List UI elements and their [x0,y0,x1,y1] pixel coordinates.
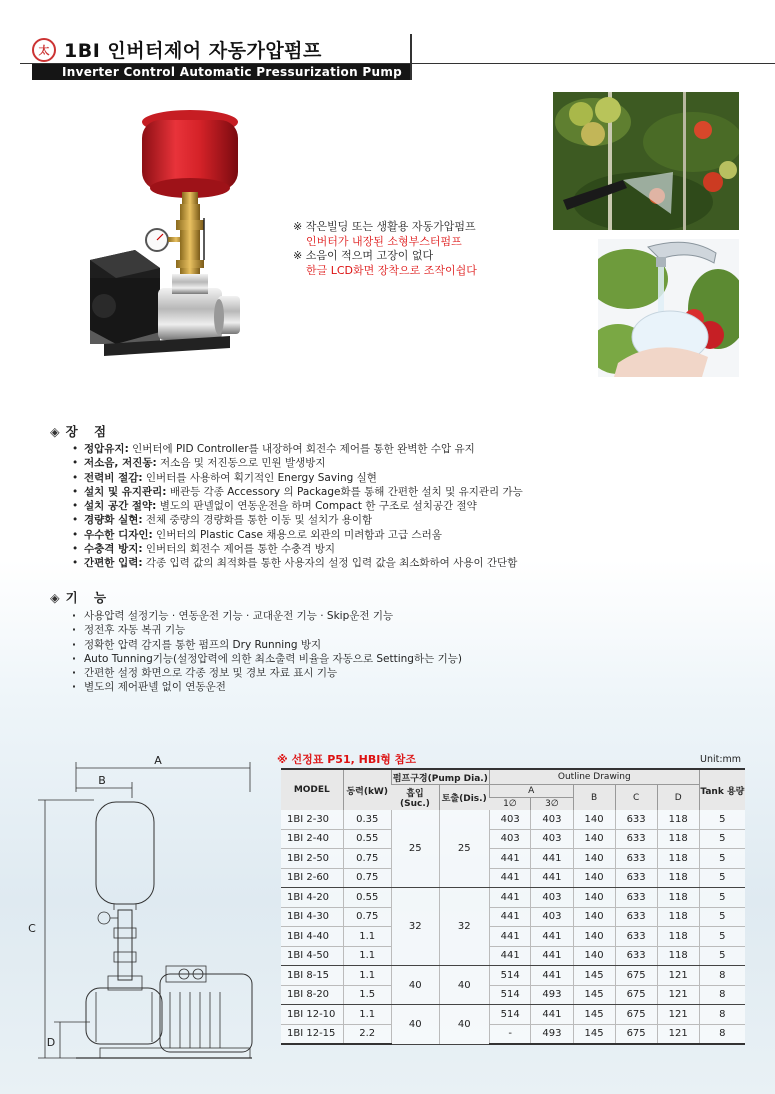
cell-tank: 5 [699,829,745,849]
col-power: 동력(kW) [343,769,391,810]
cell-a1: - [489,1024,531,1044]
cell-d: 118 [657,829,699,849]
cell-c: 633 [615,810,657,829]
cell-b: 140 [573,868,615,888]
table-unit: Unit:mm [700,754,742,765]
dimension-label-d: D [46,1036,56,1049]
cell-a1: 403 [489,829,531,849]
cell-tank: 8 [699,1005,745,1025]
cell-power: 1.1 [343,946,391,966]
cell-model: 1BI 4-20 [281,888,343,908]
cell-model: 1BI 8-20 [281,985,343,1005]
table-row [281,829,745,849]
list-item: · 정전후 자동 복귀 기능 [72,623,462,637]
cell-c: 633 [615,888,657,908]
list-item: • 정압유지: 인버터에 PID Controller를 내장하여 회전수 제어를 통한 완벽한 수압 유지 [72,442,523,456]
cell-power: 0.55 [343,829,391,849]
cell-model: 1BI 2-40 [281,829,343,849]
cell-d: 118 [657,888,699,908]
list-item: • 우수한 디자인: 인버터의 Plastic Case 채용으로 외관의 미려함과 고급 스러움 [72,528,523,542]
diamond-bullet-icon: ◈ [50,590,60,605]
cell-b: 140 [573,829,615,849]
cell-power: 0.75 [343,849,391,869]
cell-d: 121 [657,1005,699,1025]
col-outline: Outline Drawing [489,769,699,785]
cell-b: 145 [573,966,615,986]
col-a3: 3∅ [531,798,573,811]
col-a1: 1∅ [489,798,531,811]
table-title: ※ 선정표 P51, HBI형 참조 [277,753,416,766]
cell-power: 2.2 [343,1024,391,1044]
cell-tank: 5 [699,888,745,908]
cell-a3: 441 [531,868,573,888]
cell-discharge: 40 [439,1005,489,1045]
table-row [281,907,745,927]
cell-d: 121 [657,985,699,1005]
cell-c: 675 [615,1024,657,1044]
cell-tank: 8 [699,966,745,986]
cell-a3: 441 [531,849,573,869]
cell-power: 0.75 [343,907,391,927]
cell-tank: 8 [699,1024,745,1044]
cell-discharge: 25 [439,810,489,888]
cell-a1: 514 [489,985,531,1005]
table-row [281,1024,745,1044]
cell-b: 145 [573,985,615,1005]
note-line-highlight: 한글 LCD화면 장착으로 조작이쉽다 [306,263,477,277]
cell-d: 118 [657,810,699,829]
cell-model: 1BI 12-15 [281,1024,343,1044]
cell-d: 118 [657,907,699,927]
table-row [281,927,745,947]
note-line-highlight: 인버터가 내장된 소형부스터펌프 [306,234,462,248]
page-title: 1BI 인버터제어 자동가압펌프 [64,40,322,62]
cell-a1: 403 [489,810,531,829]
cell-a3: 403 [531,810,573,829]
cell-tank: 5 [699,849,745,869]
table-row [281,966,745,986]
cell-d: 121 [657,966,699,986]
cell-a3: 441 [531,927,573,947]
cell-c: 633 [615,849,657,869]
cell-a1: 441 [489,849,531,869]
cell-c: 675 [615,1005,657,1025]
list-item: • 간편한 입력: 각종 입력 값의 최적화를 통한 사용자의 설정 입력 값을 최소화하여 사용이 간단함 [72,556,523,570]
list-item: • 저소음, 저진동: 저소음 및 저진동으로 민원 발생방지 [72,456,523,470]
cell-b: 140 [573,810,615,829]
table-row [281,946,745,966]
cell-a3: 493 [531,985,573,1005]
cell-a3: 403 [531,829,573,849]
svg-text:太: 太 [38,44,50,57]
cell-c: 633 [615,907,657,927]
cell-b: 140 [573,946,615,966]
cell-c: 633 [615,868,657,888]
cell-power: 1.1 [343,927,391,947]
cell-suction: 25 [391,810,439,888]
col-b: B [573,785,615,811]
spec-table [281,768,745,1045]
list-item: • 수충격 방지: 인버터의 회전수 제어를 통한 수충격 방지 [72,542,523,556]
functions-list [72,609,462,695]
cell-model: 1BI 2-50 [281,849,343,869]
dimension-drawing [20,752,265,1072]
col-c: C [615,785,657,811]
cell-c: 675 [615,966,657,986]
cell-c: 675 [615,985,657,1005]
page-subtitle: Inverter Control Automatic Pressurization Pump [62,65,403,79]
cell-model: 1BI 4-40 [281,927,343,947]
cell-d: 118 [657,927,699,947]
cell-b: 140 [573,888,615,908]
list-item: · 별도의 제어판넬 없이 연동운전 [72,680,462,694]
col-model: MODEL [281,769,343,810]
cell-a3: 403 [531,888,573,908]
col-suction: 흡입(Suc.) [391,785,439,811]
list-item: · Auto Tunning기능(설정압력에 의한 최소출력 비율을 자동으로 Setting하는 기능) [72,652,462,666]
cell-b: 140 [573,849,615,869]
cell-power: 0.55 [343,888,391,908]
col-a: A [489,785,573,798]
cell-model: 1BI 4-50 [281,946,343,966]
cell-a1: 514 [489,1005,531,1025]
list-item: • 설치 및 유지관리: 배관등 각종 Accessory 의 Package화를 통해 간편한 설치 및 유지관리 가능 [72,485,523,499]
product-notes [293,220,477,278]
tomato-garden-photo [553,92,739,230]
dimension-label-b: B [98,774,106,787]
cell-a1: 514 [489,966,531,986]
advantages-list [72,442,523,571]
cell-c: 633 [615,946,657,966]
note-line: ※ 소음이 적으며 고장이 없다 [293,249,434,262]
list-item: • 경량화 실현: 전체 중량의 경량화를 통한 이동 및 설치가 용이함 [72,513,523,527]
cell-tank: 5 [699,927,745,947]
cell-suction: 40 [391,1005,439,1045]
col-d: D [657,785,699,811]
pump-product-image [80,100,300,380]
cell-suction: 40 [391,966,439,1005]
cell-a1: 441 [489,907,531,927]
cell-model: 1BI 8-15 [281,966,343,986]
cell-c: 633 [615,927,657,947]
cell-tank: 5 [699,868,745,888]
cell-d: 121 [657,1024,699,1044]
cell-a3: 441 [531,1005,573,1025]
cell-b: 140 [573,907,615,927]
company-logo-icon [32,38,56,62]
cell-model: 1BI 4-30 [281,907,343,927]
cell-power: 0.35 [343,810,391,829]
cell-tank: 5 [699,946,745,966]
cell-d: 118 [657,868,699,888]
list-item: • 전력비 절감: 인버터를 사용하여 획기적인 Energy Saving 실현 [72,471,523,485]
cell-power: 1.1 [343,1005,391,1025]
cell-tank: 8 [699,985,745,1005]
faucet-water-photo [598,239,739,377]
list-item: • 설치 공간 절약: 별도의 판넬없이 연동운전을 하며 Compact 한 구조로 설치공간 절약 [72,499,523,513]
cell-suction: 32 [391,888,439,966]
table-row [281,888,745,908]
col-tank: Tank 용량 [699,769,745,810]
cell-model: 1BI 2-30 [281,810,343,829]
cell-model: 1BI 12-10 [281,1005,343,1025]
cell-model: 1BI 2-60 [281,868,343,888]
cell-a1: 441 [489,927,531,947]
cell-a3: 493 [531,1024,573,1044]
advantages-heading: ◈ 장 점 [50,424,113,439]
functions-heading: ◈ 기 능 [50,590,113,605]
cell-c: 633 [615,829,657,849]
cell-a3: 441 [531,966,573,986]
cell-b: 145 [573,1024,615,1044]
table-row [281,849,745,869]
cell-a1: 441 [489,888,531,908]
cell-power: 0.75 [343,868,391,888]
cell-d: 118 [657,946,699,966]
cell-discharge: 40 [439,966,489,1005]
cell-b: 145 [573,1005,615,1025]
cell-b: 140 [573,927,615,947]
cell-tank: 5 [699,810,745,829]
cell-a3: 403 [531,907,573,927]
list-item: · 간편한 설정 화면으로 각종 정보 및 경보 자료 표시 기능 [72,666,462,680]
cell-a1: 441 [489,946,531,966]
cell-a3: 441 [531,946,573,966]
diamond-bullet-icon: ◈ [50,424,60,439]
note-line: ※ 작은빌딩 또는 생활용 자동가압펌프 [293,220,476,233]
dimension-label-a: A [154,754,162,767]
cell-power: 1.5 [343,985,391,1005]
table-row [281,1005,745,1025]
col-discharge: 토출(Dis.) [439,785,489,811]
cell-discharge: 32 [439,888,489,966]
table-row [281,985,745,1005]
cell-a1: 441 [489,868,531,888]
col-pipe: 펌프구경(Pump Dia.) [391,769,489,785]
list-item: · 사용압력 설정기능 · 연동운전 기능 · 교대운전 기능 · Skip운전 기능 [72,609,462,623]
cell-tank: 5 [699,907,745,927]
cell-power: 1.1 [343,966,391,986]
cell-d: 118 [657,849,699,869]
dimension-label-c: C [28,922,36,935]
table-row [281,868,745,888]
table-row [281,810,745,829]
list-item: · 정확한 압력 감지를 통한 펌프의 Dry Running 방지 [72,638,462,652]
